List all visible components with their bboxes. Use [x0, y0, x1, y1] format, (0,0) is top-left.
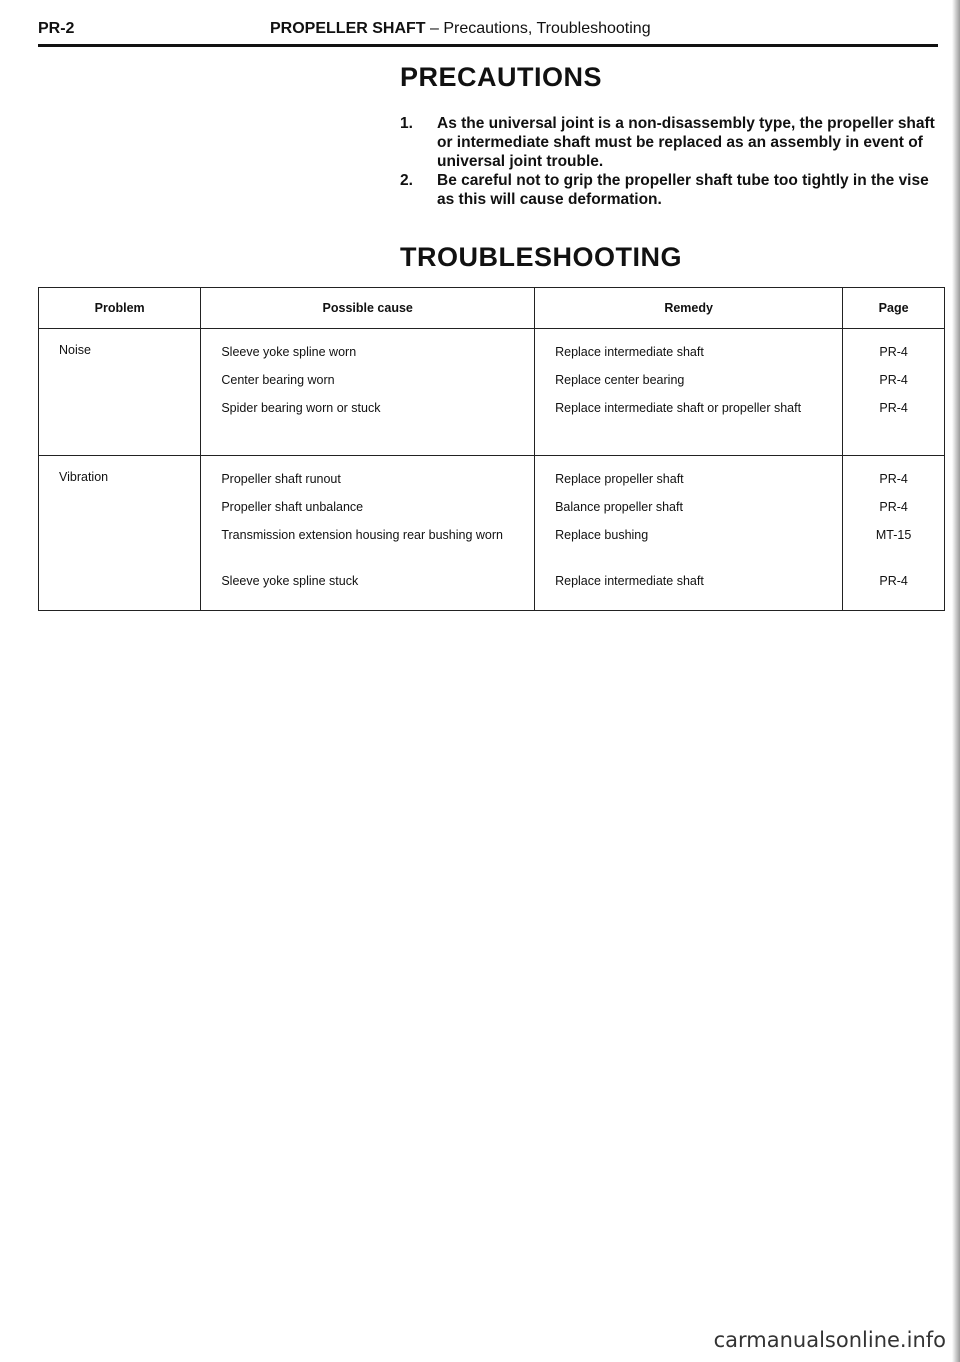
table-row: [39, 456, 945, 611]
scan-edge-shadow: [952, 0, 960, 1362]
precautions-list: [400, 114, 950, 209]
remedy-item: Replace bushing: [555, 528, 649, 542]
precaution-text: As the universal joint is a non-disassembly type, the propeller shaft or intermediate shaft must be replaced as an assembly in event of universal joint trouble.: [437, 115, 935, 170]
precaution-item: [400, 114, 950, 171]
troubleshooting-table: [38, 287, 945, 611]
watermark: carmanualsonline.info: [713, 1328, 946, 1352]
remedy-cell: [535, 329, 843, 456]
precaution-text: Be careful not to grip the propeller shaft tube too tightly in the vise as this will cause deformation.: [437, 172, 929, 208]
cause-item: Propeller shaft runout: [221, 472, 341, 486]
remedy-item: Replace intermediate shaft: [555, 574, 704, 588]
section-title: [270, 20, 651, 38]
remedy-item: Replace intermediate shaft or propeller shaft: [555, 401, 802, 415]
table-header-row: [39, 288, 945, 329]
table-row: [39, 329, 945, 456]
remedy-item: Replace intermediate shaft: [555, 345, 704, 359]
page-cell: [843, 456, 945, 611]
page-ref: MT-15: [875, 528, 912, 542]
page-ref: PR-4: [879, 472, 908, 486]
cause-item: Center bearing worn: [221, 373, 335, 387]
remedy-item: Balance propeller shaft: [555, 500, 683, 514]
precaution-item: [400, 171, 950, 209]
page-header: [38, 18, 938, 47]
page-ref: PR-4: [879, 345, 908, 359]
section-title-bold: PROPELLER SHAFT: [270, 20, 426, 37]
precaution-number: 2.: [400, 172, 413, 189]
page-cell: [843, 329, 945, 456]
column-header-cause: Possible cause: [201, 288, 535, 329]
remedy-item: Replace center bearing: [555, 373, 685, 387]
page-ref: PR-4: [879, 401, 908, 415]
remedy-item: Replace propeller shaft: [555, 472, 684, 486]
remedy-cell: [535, 456, 843, 611]
cause-item: Propeller shaft unbalance: [221, 500, 364, 514]
cause-item: Sleeve yoke spline worn: [221, 345, 357, 359]
column-header-remedy: Remedy: [535, 288, 843, 329]
page-ref: PR-4: [879, 373, 908, 387]
cause-item: Transmission extension housing rear bushing worn: [221, 528, 503, 542]
page-ref: PR-4: [879, 500, 908, 514]
column-header-page: Page: [843, 288, 945, 329]
cause-item: Spider bearing worn or stuck: [221, 401, 381, 415]
cause-cell: [201, 329, 535, 456]
problem-cell: Vibration: [39, 456, 201, 611]
problem-cell: Noise: [39, 329, 201, 456]
cause-item: Sleeve yoke spline stuck: [221, 574, 359, 588]
page-ref: PR-4: [879, 574, 908, 588]
precautions-heading: PRECAUTIONS: [400, 62, 603, 92]
precaution-number: 1.: [400, 115, 413, 132]
column-header-problem: Problem: [39, 288, 201, 329]
cause-cell: [201, 456, 535, 611]
troubleshooting-heading: TROUBLESHOOTING: [400, 242, 682, 272]
page-code: PR-2: [38, 20, 75, 37]
section-title-rest: – Precautions, Troubleshooting: [425, 20, 651, 37]
